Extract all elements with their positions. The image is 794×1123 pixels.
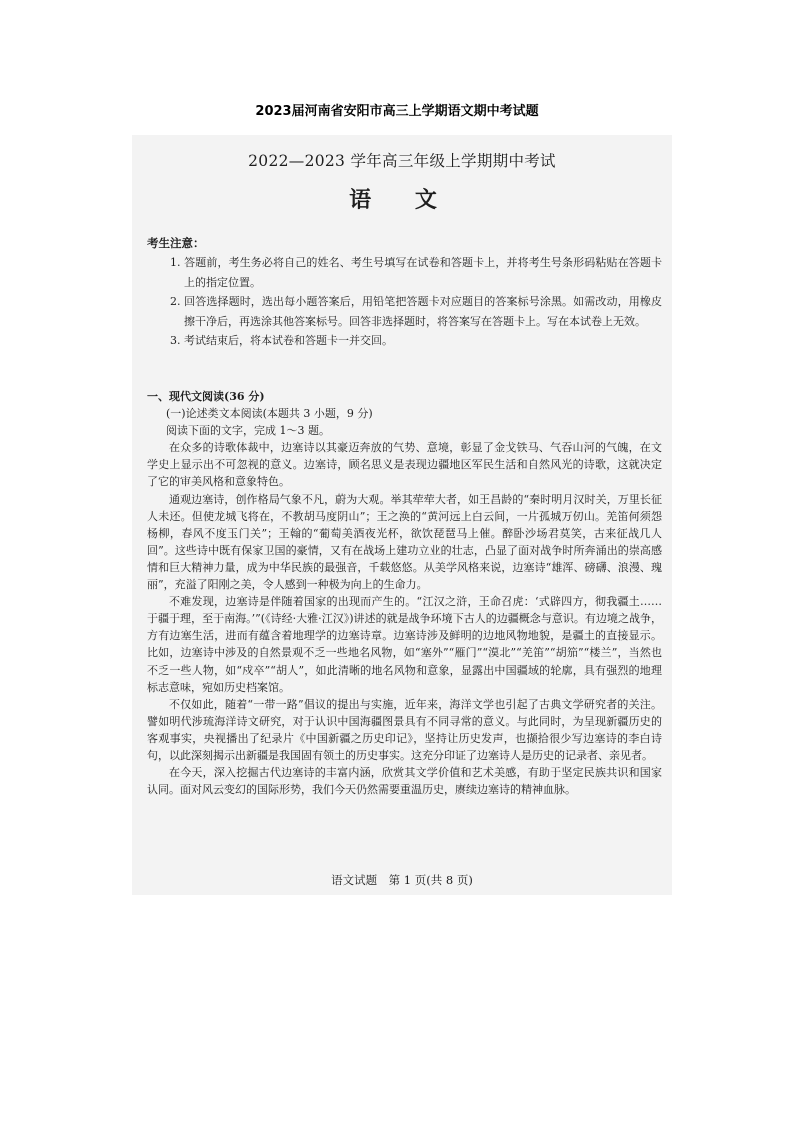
section-heading: 一、现代文阅读(36 分) <box>147 390 265 403</box>
scanned-exam-page <box>132 135 672 895</box>
passage-paragraph: 不仅如此，随着“一带一路”倡议的提出与实施，近年来，海洋文学也引起了古典文学研究者的关注。譬如明代涉琉海洋诗文研究，对于认识中国海疆图景具有不同寻常的意义。与此同时，为呈现新疆历史的客观事实，央视播出了纪录片《中国新疆之历史印记》，坚持让历史发声，也撷拾很少写边塞诗的李白诗句，以此深刻揭示出新疆是我国固有领土的历史事实。这充分印证了边塞诗人是历史的记录者、亲见者。 <box>147 697 662 762</box>
notice-item: 2. 回答选择题时，选出每小题答案后，用铅笔把答题卡对应题目的答案标号涂黑。如需改动，用橡皮擦干净后，再选涂其他答案标号。回答非选择题时，将答案写在答题卡上。写在本试卷上无效。 <box>170 295 662 328</box>
instruction-text: 阅读下面的文字，完成 1～3 题。 <box>166 424 330 438</box>
page-footer: 语文试题 第 1 页(共 8 页) <box>331 873 473 887</box>
subsection-heading: (一)论述类文本阅读(本题共 3 小题，9 分) <box>166 407 373 421</box>
notice-heading: 考生注意： <box>147 236 205 250</box>
passage-paragraph: 在今天，深入挖掘古代边塞诗的丰富内涵，欣赏其文学价值和艺术美感，有助于坚定民族共识和国家认同。面对风云变幻的国际形势，我们今天仍然需要重温历史，赓续边塞诗的精神血脉。 <box>147 766 662 797</box>
passage-paragraph: 通观边塞诗，创作格局气象不凡，蔚为大观。举其荦荦大者，如王昌龄的“秦时明月汉时关，万里长征人未还。但使龙城飞将在，不教胡马度阴山”；王之涣的“黄河远上白云间，一片孤城万仞山。羌笛何须怨杨柳，春风不度玉门关”；王翰的“葡萄美酒夜光杯，欲饮琵琶马上催。醉卧沙场君莫笑，古来征战几人回”。这些诗中既有保家卫国的豪情，又有在战场上建功立业的壮志，凸显了面对战争时所奔涌出的崇高感情和巨大精神力量，成为中华民族的最强音，千载悠悠。从美学风格来说，边塞诗“雄浑、磅礴、浪漫、瑰丽”，充溢了阳刚之美，令人感到一种极为向上的生命力。 <box>147 492 662 592</box>
reading-section <box>147 388 662 798</box>
passage-paragraph: 在众多的诗歌体裁中，边塞诗以其豪迈奔放的气势、意境，彰显了金戈铁马、气吞山河的气魄，在文学史上显示出不可忽视的意义。边塞诗，顾名思义是表现边疆地区军民生活和自然风光的诗歌，这就决定了它的审美风格和意象特色。 <box>147 441 662 489</box>
notice-item: 3. 考试结束后，将本试卷和答题卡一并交回。 <box>170 334 393 348</box>
document-title: 2023届河南省安阳市高三上学期语文期中考试题 <box>255 104 539 119</box>
subject-title: 语 文 <box>349 187 455 213</box>
exam-title: 2022—2023 学年高三年级上学期期中考试 <box>248 152 556 170</box>
notice-list <box>170 253 662 351</box>
notice-item: 1. 答题前，考生务必将自己的姓名、考生号填写在试卷和答题卡上，并将考生号条形码粘贴在答题卡上的指定位置。 <box>170 256 662 289</box>
passage-paragraph: 不难发现，边塞诗是伴随着国家的出现而产生的。“江汉之浒，王命召虎：‘式辟四方，彻我疆土……于疆于理，至于南海。’”(《诗经·大雅·江汉》)讲述的就是战争环境下古人的边疆概念与意识。有边境之战争，方有边塞生活，进而有蕴含着地理学的边塞诗章。边塞诗涉及鲜明的边地风物地貌，是疆土的直接显示。比如，边塞诗中涉及的自然景观不乏一些地名风物，如“塞外”“雁门”“漠北”“羌笛”“胡笳”“楼兰”，当然也不乏一些人物，如“戍卒”“胡人”，如此清晰的地名风物和意象，显露出中国疆域的轮廓，具有强烈的地理标志意味，宛如历史档案馆。 <box>147 595 662 694</box>
